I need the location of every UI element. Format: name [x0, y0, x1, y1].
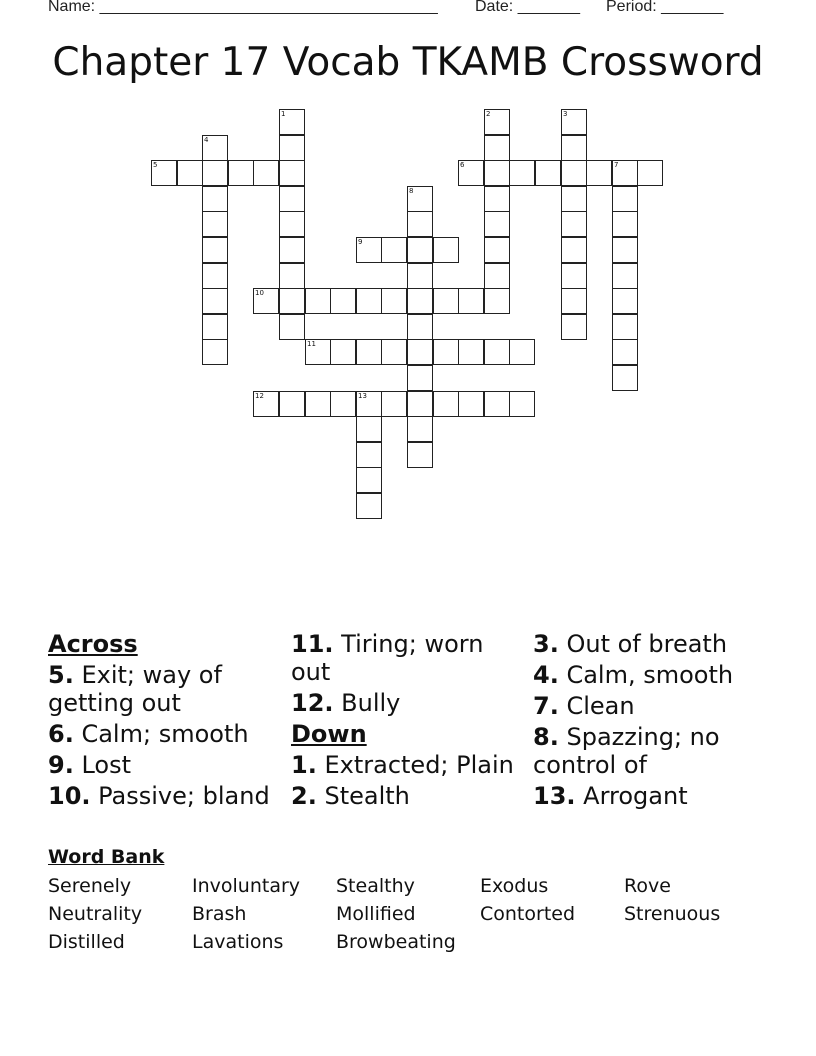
clue-number: 6 — [460, 161, 465, 169]
clue-across-12: 12. Bully — [291, 689, 401, 717]
grid-cell[interactable] — [305, 391, 331, 417]
grid-cell[interactable] — [612, 339, 638, 365]
grid-cell[interactable] — [407, 416, 433, 442]
grid-cell[interactable] — [484, 211, 510, 237]
grid-cell[interactable] — [356, 288, 382, 314]
clue-number: 2 — [486, 110, 491, 118]
clue-number: 11 — [307, 340, 316, 348]
grid-cell[interactable] — [484, 237, 510, 263]
clue-down-1: 1. Extracted; Plain — [291, 751, 514, 779]
grid-cell[interactable] — [484, 135, 510, 161]
grid-cell[interactable] — [407, 186, 433, 212]
grid-cell[interactable] — [535, 160, 561, 186]
grid-cell[interactable] — [612, 314, 638, 340]
grid-cell[interactable] — [279, 109, 305, 135]
word-bank-title: Word Bank — [48, 846, 165, 868]
grid-cell[interactable] — [484, 391, 510, 417]
grid-cell[interactable] — [637, 160, 663, 186]
grid-cell[interactable] — [381, 288, 407, 314]
clue-across-6: 6. Calm; smooth — [48, 720, 249, 748]
grid-cell[interactable] — [612, 263, 638, 289]
clue-down-3: 3. Out of breath — [533, 630, 728, 658]
grid-cell[interactable] — [202, 186, 228, 212]
grid-cell[interactable] — [484, 288, 510, 314]
grid-cell[interactable] — [612, 288, 638, 314]
word-bank-item: Lavations — [192, 931, 284, 953]
clues-column-2 — [291, 630, 521, 813]
across-heading: Across — [48, 630, 138, 658]
clue-down-8: 8. Spazzing; no control of — [533, 723, 720, 779]
word-bank-item: Browbeating — [336, 931, 456, 953]
grid-cell[interactable] — [202, 263, 228, 289]
grid-cell[interactable] — [279, 391, 305, 417]
grid-cell[interactable] — [433, 391, 459, 417]
word-bank-item: Rove — [624, 875, 671, 897]
grid-cell[interactable] — [279, 160, 305, 186]
grid-cell[interactable] — [509, 339, 535, 365]
clue-number: 10 — [255, 289, 264, 297]
grid-cell[interactable] — [407, 288, 433, 314]
down-heading: Down — [291, 720, 367, 748]
grid-cell[interactable] — [561, 160, 587, 186]
grid-cell[interactable] — [330, 391, 356, 417]
grid-cell[interactable] — [612, 160, 638, 186]
grid-cell[interactable] — [484, 339, 510, 365]
page-title: Chapter 17 Vocab TKAMB Crossword — [52, 40, 764, 85]
grid-cell[interactable] — [305, 288, 331, 314]
clue-across-5: 5. Exit; way of getting out — [48, 661, 222, 717]
date-field[interactable]: Date: _______ — [475, 0, 580, 15]
grid-cell[interactable] — [253, 160, 279, 186]
grid-cell[interactable] — [433, 237, 459, 263]
grid-cell[interactable] — [561, 237, 587, 263]
word-bank-item: Neutrality — [48, 903, 143, 925]
grid-cell[interactable] — [407, 442, 433, 468]
grid-cell[interactable] — [484, 263, 510, 289]
grid-cell[interactable] — [561, 288, 587, 314]
word-bank-item: Strenuous — [624, 903, 721, 925]
clue-number: 9 — [358, 238, 363, 246]
grid-cell[interactable] — [202, 160, 228, 186]
grid-cell[interactable] — [407, 211, 433, 237]
grid-cell[interactable] — [433, 339, 459, 365]
grid-cell[interactable] — [202, 211, 228, 237]
word-bank-item: Brash — [192, 903, 247, 925]
grid-cell[interactable] — [407, 391, 433, 417]
grid-cell[interactable] — [202, 314, 228, 340]
grid-cell[interactable] — [279, 186, 305, 212]
grid-cell[interactable] — [561, 186, 587, 212]
clue-number: 1 — [281, 110, 286, 118]
grid-cell[interactable] — [407, 237, 433, 263]
clue-across-10: 10. Passive; bland — [48, 782, 270, 810]
grid-cell[interactable] — [202, 237, 228, 263]
clue-number: 7 — [614, 161, 619, 169]
clue-number: 12 — [255, 392, 264, 400]
word-bank-item: Stealthy — [336, 875, 415, 897]
clues-column-1 — [48, 630, 283, 813]
grid-cell[interactable] — [407, 339, 433, 365]
grid-cell[interactable] — [151, 160, 177, 186]
grid-cell[interactable] — [407, 263, 433, 289]
grid-cell[interactable] — [202, 288, 228, 314]
grid-cell[interactable] — [612, 211, 638, 237]
grid-cell[interactable] — [177, 160, 203, 186]
clue-number: 3 — [563, 110, 568, 118]
grid-cell[interactable] — [407, 365, 433, 391]
grid-cell[interactable] — [586, 160, 612, 186]
grid-cell[interactable] — [279, 288, 305, 314]
word-bank-item: Distilled — [48, 931, 125, 953]
clue-number: 4 — [204, 136, 209, 144]
grid-cell[interactable] — [279, 263, 305, 289]
grid-cell[interactable] — [561, 314, 587, 340]
grid-cell[interactable] — [356, 442, 382, 468]
grid-cell[interactable] — [279, 211, 305, 237]
grid-cell[interactable] — [381, 339, 407, 365]
grid-cell[interactable] — [381, 237, 407, 263]
grid-cell[interactable] — [561, 211, 587, 237]
grid-cell[interactable] — [561, 109, 587, 135]
grid-cell[interactable] — [228, 160, 254, 186]
period-field[interactable]: Period: _______ — [606, 0, 724, 15]
grid-cell[interactable] — [202, 339, 228, 365]
grid-cell[interactable] — [458, 160, 484, 186]
grid-cell[interactable] — [356, 416, 382, 442]
word-bank-item: Exodus — [480, 875, 549, 897]
grid-cell[interactable] — [509, 391, 535, 417]
grid-cell[interactable] — [484, 186, 510, 212]
clue-across-11: 11. Tiring; worn out — [291, 630, 484, 686]
clue-down-2: 2. Stealth — [291, 782, 410, 810]
grid-cell[interactable] — [279, 135, 305, 161]
clue-down-13: 13. Arrogant — [533, 782, 688, 810]
grid-cell[interactable] — [612, 237, 638, 263]
grid-cell[interactable] — [253, 391, 279, 417]
clue-number: 13 — [358, 392, 367, 400]
clue-down-4: 4. Calm, smooth — [533, 661, 734, 689]
word-bank-item: Contorted — [480, 903, 576, 925]
grid-cell[interactable] — [279, 314, 305, 340]
clue-number: 5 — [153, 161, 158, 169]
grid-cell[interactable] — [330, 339, 356, 365]
grid-cell[interactable] — [253, 288, 279, 314]
grid-cell[interactable] — [202, 135, 228, 161]
grid-cell[interactable] — [561, 135, 587, 161]
grid-cell[interactable] — [484, 109, 510, 135]
grid-cell[interactable] — [484, 160, 510, 186]
grid-cell[interactable] — [433, 288, 459, 314]
grid-cell[interactable] — [509, 160, 535, 186]
grid-cell[interactable] — [356, 493, 382, 519]
grid-cell[interactable] — [407, 314, 433, 340]
grid-cell[interactable] — [279, 237, 305, 263]
grid-cell[interactable] — [458, 391, 484, 417]
grid-cell[interactable] — [330, 288, 356, 314]
word-bank-item: Involuntary — [192, 875, 301, 897]
clue-down-7: 7. Clean — [533, 692, 635, 720]
grid-cell[interactable] — [458, 288, 484, 314]
grid-cell[interactable] — [612, 365, 638, 391]
clues-column-3 — [533, 630, 763, 813]
grid-cell[interactable] — [356, 391, 382, 417]
grid-cell[interactable] — [381, 391, 407, 417]
grid-cell[interactable] — [612, 186, 638, 212]
grid-cell[interactable] — [561, 263, 587, 289]
grid-cell[interactable] — [305, 339, 331, 365]
grid-cell[interactable] — [356, 237, 382, 263]
word-bank-item: Serenely — [48, 875, 132, 897]
grid-cell[interactable] — [356, 339, 382, 365]
clue-across-9: 9. Lost — [48, 751, 132, 779]
clue-number: 8 — [409, 187, 414, 195]
name-field[interactable]: Name: ______________________________________ — [48, 0, 438, 15]
grid-cell[interactable] — [458, 339, 484, 365]
word-bank-item: Mollified — [336, 903, 416, 925]
grid-cell[interactable] — [356, 467, 382, 493]
